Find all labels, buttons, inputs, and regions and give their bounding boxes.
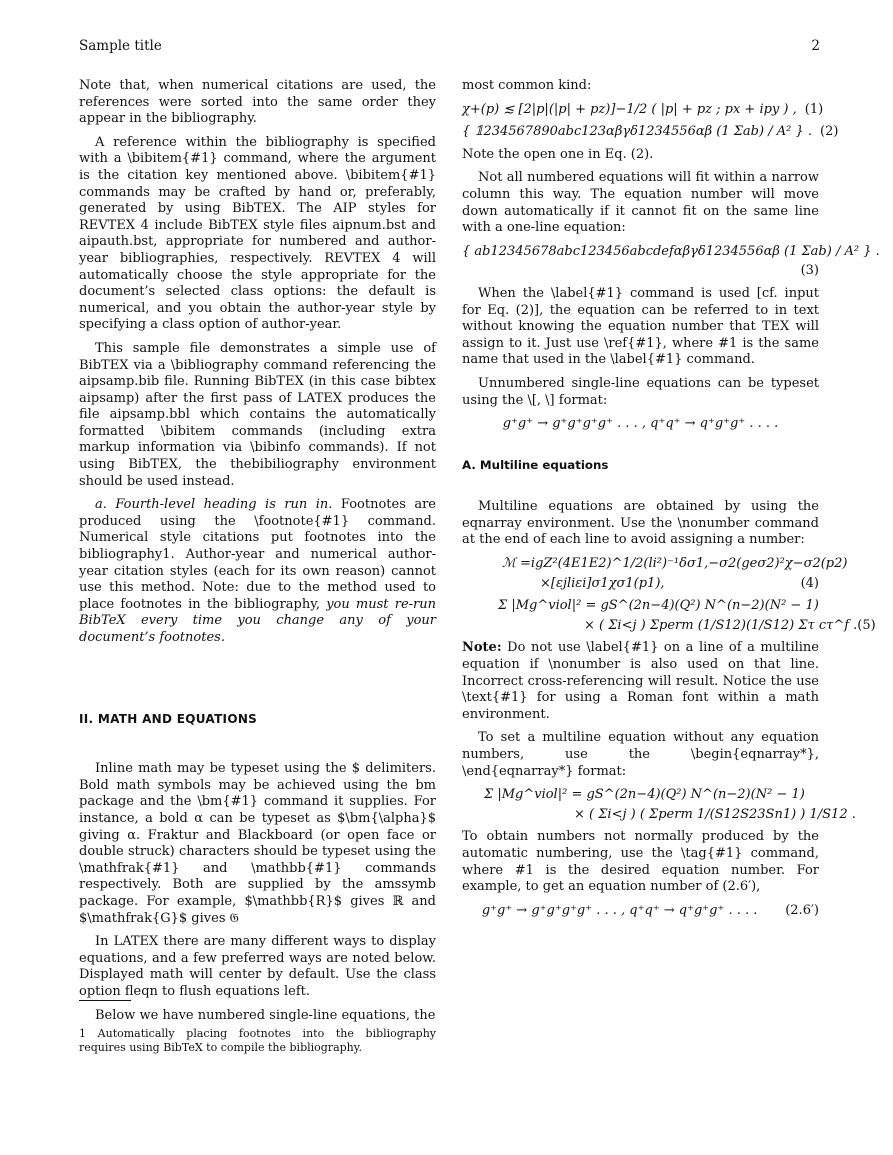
paragraph: To set a multiline equation without any equation numbers, use the \begin{eqnarray*}, \end{eqnarray*} format: [462, 730, 819, 779]
paragraph: Note the open one in Eq. (2). [462, 146, 654, 162]
fourth-level-heading: a. Fourth-level heading is run in. [95, 497, 333, 513]
paragraph: Inline math may be typeset using the $ delimiters. Bold math symbols may be achieved using the bm package and the \bm{#1} command it supplies. For instance, a bold α can be typeset as $\bm{\alpha}$ giving α. Fraktur and Blackboard (or open face or double struck) characters should be typeset using the \mathfrak{#1} and \mathbb{#1} commands respectively. Both are supplied by the amssymb package. For example, $\mathbb{R}$ gives ℝ and $\mathfrak{G}$ gives 𝔊 [79, 761, 436, 926]
equation-number: (2.6′) [785, 902, 819, 918]
running-title: Sample title [79, 38, 162, 54]
equation-body: { 𝟙234567890abc123αβγδ1234556αβ (1 Σab) / A² } . [462, 124, 812, 140]
equation-starred [462, 787, 856, 823]
equation-line: ×[εjliεi]σ1χσ1(p1), [540, 575, 665, 591]
paragraph: Note that, when numerical citations are used, the references were sorted into the same order they appear in the bibliography. [79, 78, 436, 127]
equation-number: (4) [800, 575, 819, 591]
equation-body: χ+(p) ≲ [2|p|(|p| + pz)]−1/2 ( |p| + pz ; px + ipy ) , [462, 101, 797, 117]
page-number: 2 [811, 38, 820, 54]
equation-line: × ( Σi<j ) Σperm (1/S12)(1/S12) Στ cτ^f . [584, 617, 858, 633]
equation-2 [462, 124, 839, 141]
equation-line: ℳ =igZ²(4E1E2)^1/2(li²)⁻¹δσ1,−σ2(geσ2)²χ−σ2(p2) [502, 556, 848, 572]
section-heading: II. MATH AND EQUATIONS [79, 711, 258, 726]
paragraph: most common kind: [462, 78, 592, 93]
paragraph: When the \label{#1} command is used [cf. input for Eq. (2)], the equation can be referred to in text without knowing the equation number that TEX will assign to it. Just use \ref{#1}, where #1 is the same name that used in the \label{#1} command. [462, 285, 819, 368]
equation-5 [462, 598, 876, 634]
note-label: Note: [462, 640, 502, 656]
paragraph [79, 497, 436, 646]
equation-body: g⁺g⁺ → g⁺g⁺g⁺g⁺ . . . , q⁺q⁺ → q⁺g⁺g⁺ . . . . [502, 416, 779, 432]
note-paragraph [462, 640, 819, 723]
paragraph: A reference within the bibliography is specified with a \bibitem{#1} command, where the argument is the citation key mentioned above. \bibitem{#1} commands may be crafted by hand or, preferably, generated by using BibTEX. The AIP styles for REVTEX 4 include BibTEX style files aipnum.bst and aipauth.bst, appropriate for numbered and author-year bibliographies, respectively. REVTEX 4 will automatically choose the style appropriate for the document’s selected class options: the default is numerical, and you obtain the author-year style by specifying a class option of author-year. [79, 134, 436, 333]
equation-body: { ab12345678abc123456abcdefαβγδ1234556αβ (1 Σab) / A² } . [462, 243, 880, 259]
paragraph: Below we have numbered single-line equations, the [95, 1007, 436, 1023]
paragraph: This sample file demonstrates a simple use of BibTEX via a \bibliography command referencing the aipsamp.bib file. Running BibTEX (in this case bibtex aipsamp) after the first pass of LATEX produces the file aipsamp.bbl which contains the automatically formatted \bibitem commands (including extra markup information via \bibinfo commands). If not using BibTEX, the thebibiliography environment should be used instead. [79, 340, 436, 489]
subsection-heading: A. Multiline equations [462, 457, 609, 472]
equation-4 [462, 556, 848, 592]
paragraph: Not all numbered equations will fit within a narrow column this way. The equation number will move down automatically if it cannot fit on the same line with a one-line equation: [462, 170, 819, 236]
equation-line: Σ |Mg^viol|² = gS^(2n−4)(Q²) N^(n−2)(N² − 1) [498, 598, 819, 614]
equation-body: g⁺g⁺ → g⁺g⁺g⁺g⁺ . . . , q⁺q⁺ → q⁺g⁺g⁺ . . . . [481, 902, 758, 918]
right-column [462, 78, 880, 925]
equation-line: Σ |Mg^viol|² = gS^(2n−4)(Q²) N^(n−2)(N² − 1) [484, 787, 805, 803]
equation-tagged [462, 903, 819, 920]
left-column [79, 78, 436, 1031]
equation-unnumbered [462, 416, 819, 433]
equation-number: (1) [804, 101, 824, 117]
footnote: 1 Automatically placing footnotes into the bibliography requires using BibTeX to compile the bibliography. [79, 1027, 436, 1054]
paragraph-text: Footnotes are produced using the \footnote{#1} command. Numerical style citations put footnotes into the bibliography1. Author-year and numerical author-year citation styles (each for its own reason) cannot use this method. Note: due to the method used to place footnotes in the bibliography, [79, 497, 436, 612]
paragraph: Multiline equations are obtained by using the eqnarray environment. Use the \nonumber command at the end of each line to avoid assigning a number: [462, 499, 819, 548]
emphasis-text: you must re-run BibTeX every time you change any of your document’s footnotes. [79, 596, 436, 645]
footnote-rule [79, 1000, 131, 1001]
equation-1 [462, 101, 824, 119]
equation-number: (3) [800, 263, 819, 279]
paragraph: To obtain numbers not normally produced by the automatic numbering, use the \tag{#1} command, where #1 is the desired equation number. For example, to get an equation number of (2.6′), [462, 829, 819, 895]
equation-number: (5) [857, 617, 876, 633]
paragraph: Unnumbered single-line equations can be typeset using the \[, \] format: [462, 375, 819, 408]
equation-line: × ( Σi<j ) ( Σperm 1/(S12S23Sn1) ) 1/S12 . [574, 806, 856, 822]
equation-number: (2) [820, 124, 839, 140]
paragraph: In LATEX there are many different ways to display equations, and a few preferred ways are noted below. Displayed math will center by default. Use the class option fleqn to flush equations left. [79, 934, 436, 999]
equation-3 [462, 243, 880, 280]
note-text: Do not use \label{#1} on a line of a multiline equation if \nonumber is also used on that line. Incorrect cross-referencing will result. Notice the use \text{#1} for using a Roman font within a math environment. [462, 640, 819, 722]
